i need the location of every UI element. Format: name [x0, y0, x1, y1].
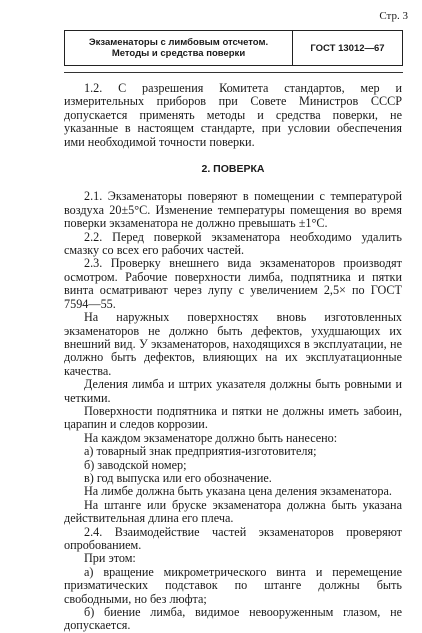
- document-header: [64, 30, 403, 66]
- header-divider: [64, 72, 403, 73]
- list-item: в) год выпуска или его обозначение.: [84, 470, 272, 485]
- paragraph-divisions: Деления лимба и штрих указателя должны быть ровными и четкими.: [64, 377, 402, 405]
- paragraph-2-4: 2.4. Взаимодействие частей экзаменаторов проверяют опробованием.: [64, 524, 402, 552]
- paragraph-thrust: Поверхности подпятника и пятки не должны иметь забоин, царапин и следов коррозии.: [64, 403, 402, 432]
- standard-number: ГОСТ 13012—67: [310, 42, 385, 54]
- list-item: а) товарный знак предприятия-изготовителя;: [84, 444, 317, 459]
- list-item: а) вращение микрометрического винта и перемещение призматических подставок по штанге должны быть свободными, но без люфта;: [64, 564, 402, 606]
- paragraph-at-this: При этом:: [84, 551, 136, 566]
- paragraph-1-2: 1.2. С разрешения Комитета стандартов, мер и измерительных приборов при Совете Министров СССР допускается применять методы и средства поверки, не указанные в настоящем стандарте, при условии обеспечения ими необходимой точности поверки.: [64, 81, 402, 149]
- paragraph-rod: На штанге или бруске экзаменатора должна быть указана действительная длина его плеча.: [64, 497, 402, 526]
- paragraph-limb-price: На лимбе должна быть указана цена деления экзаменатора.: [84, 484, 392, 499]
- paragraph-marking-intro: На каждом экзаменаторе должно быть нанесено:: [84, 430, 338, 445]
- paragraph-2-2: 2.2. Перед поверкой экзаменатора необходимо удалить смазку со всех его рабочих частей.: [64, 229, 402, 258]
- document-body: [64, 82, 402, 633]
- document-title: Экзаменаторы с лимбовым отсчетом. Методы и средства поверки: [65, 31, 293, 65]
- section-title: 2. ПОВЕРКА: [201, 163, 265, 176]
- list-item: б) биение лимба, видимое невооруженным глазом, не допускается.: [64, 605, 402, 633]
- list-item: б) заводской номер;: [84, 457, 187, 472]
- paragraph-surfaces: На наружных поверхностях вновь изготовленных экзаменаторов не должно быть дефектов, ухудшающих их внешний вид. У экзаменаторов, находящихся в эксплуатации, не должно быть дефектов, влияющих на их эксплуатационные качества.: [64, 310, 402, 378]
- paragraph-2-3: 2.3. Проверку внешнего вида экзаменаторов производят осмотром. Рабочие поверхности лимба, подпятника и пятки винта осматривают через лупу с увеличением 2,5× по ГОСТ 7594—55.: [64, 256, 402, 311]
- paragraph-2-1: 2.1. Экзаменаторы поверяют в помещении с температурой воздуха 20±5°C. Изменение температуры помещения во время поверки экзаменатора не должно превышать ±1°C.: [64, 189, 402, 231]
- page-number: Стр. 3: [379, 10, 408, 22]
